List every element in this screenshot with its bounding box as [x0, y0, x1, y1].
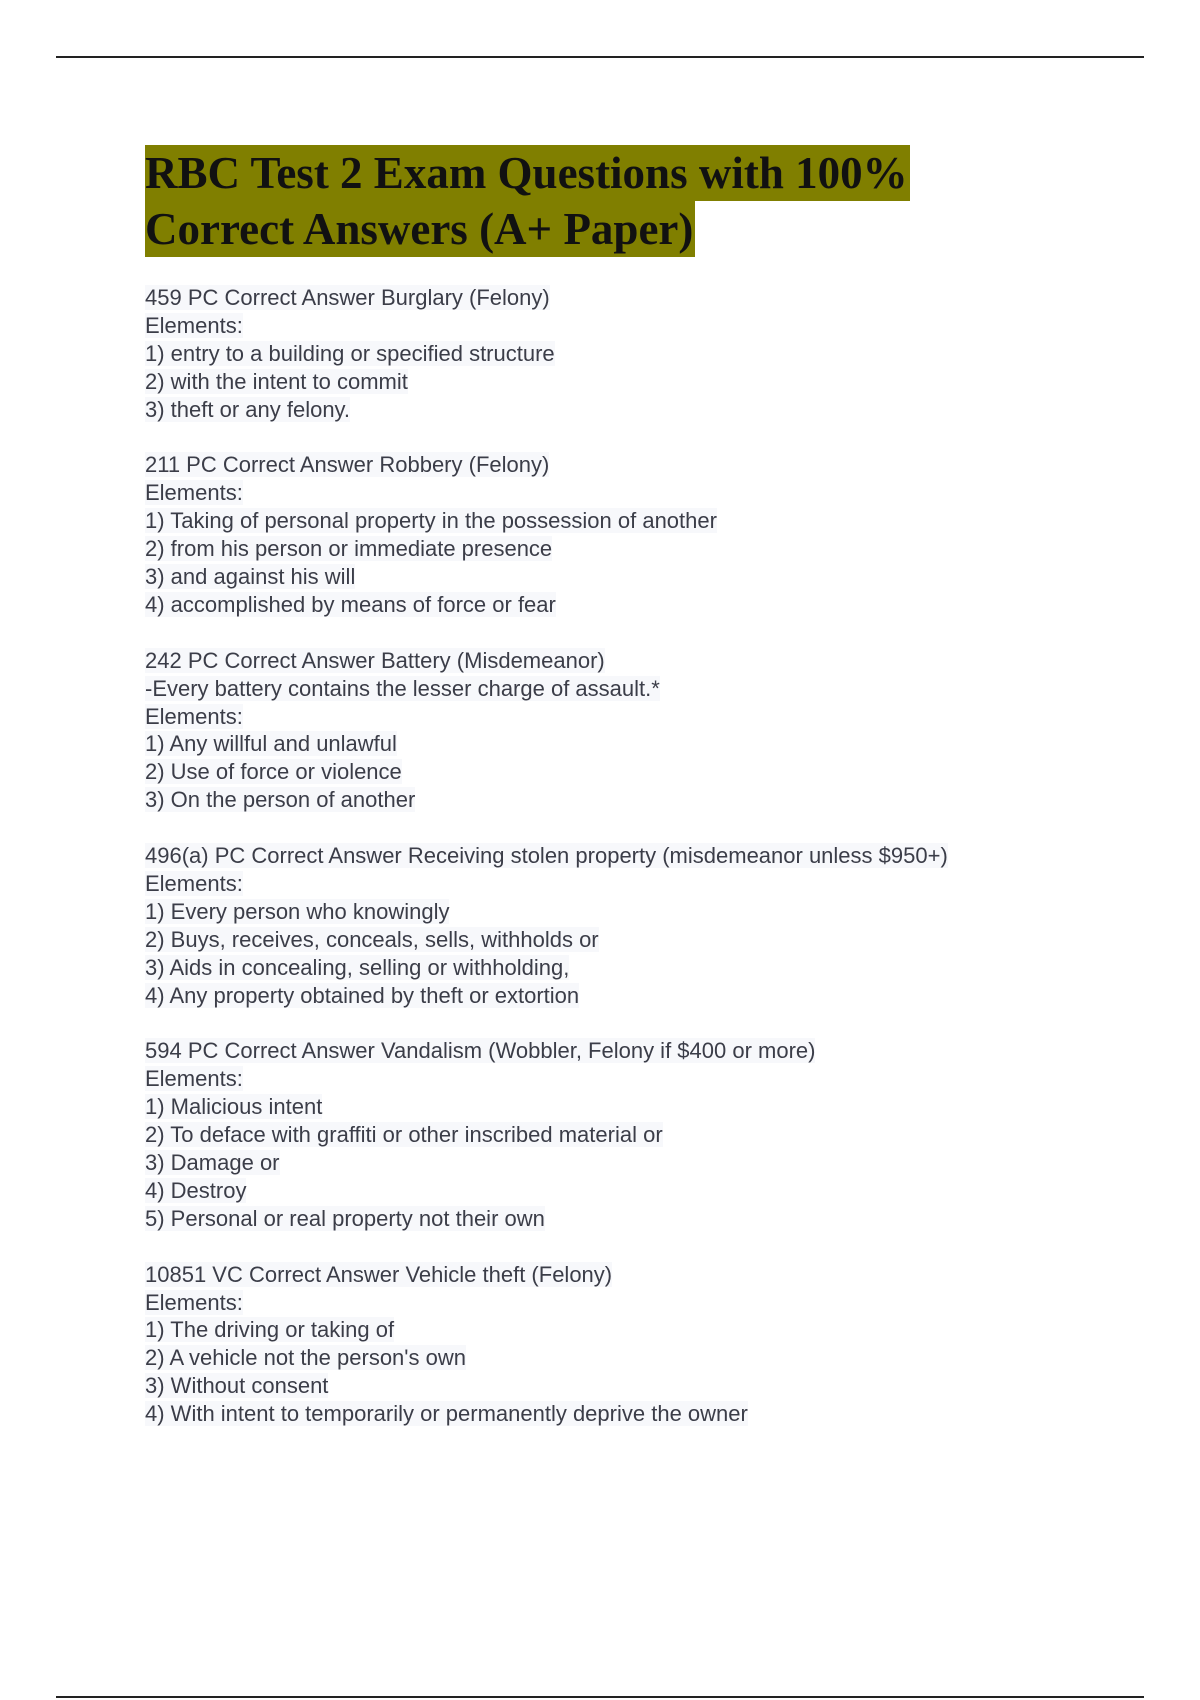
qa-line: 1) Every person who knowingly	[145, 898, 450, 924]
qa-line: 4) accomplished by means of force or fear	[145, 591, 556, 617]
qa-line: Elements:	[145, 1066, 243, 1092]
qa-line: Elements:	[145, 480, 243, 506]
qa-line: 4) With intent to temporarily or permanently deprive the owner	[145, 1401, 748, 1427]
qa-line: 5) Personal or real property not their own	[145, 1205, 545, 1231]
qa-line: 3) On the person of another	[145, 787, 416, 813]
qa-line: 3) theft or any felony.	[145, 396, 351, 422]
qa-list	[145, 284, 1105, 1456]
qa-line: 2) Buys, receives, conceals, sells, withholds or	[145, 926, 599, 952]
qa-line: 2) A vehicle not the person's own	[145, 1345, 466, 1371]
qa-line: 4) Any property obtained by theft or extortion	[145, 982, 580, 1008]
qa-line: Elements:	[145, 870, 243, 896]
qa-line: 1) entry to a building or specified structure	[145, 340, 555, 366]
qa-entry-496a	[145, 842, 1105, 1009]
bottom-rule	[56, 1696, 1144, 1698]
qa-line: 1) Taking of personal property in the possession of another	[145, 508, 717, 534]
qa-line: 3) and against his will	[145, 564, 356, 590]
qa-line: 4) Destroy	[145, 1177, 247, 1203]
qa-entry-211	[145, 451, 1105, 618]
title-line-2: Correct Answers (A+ Paper)	[145, 201, 695, 257]
qa-line: 1) The driving or taking of	[145, 1317, 395, 1343]
qa-line: Elements:	[145, 703, 243, 729]
qa-heading: 242 PC Correct Answer Battery (Misdemeanor)	[145, 647, 605, 673]
qa-entry-242	[145, 647, 1105, 814]
qa-line: 2) Use of force or violence	[145, 759, 402, 785]
qa-line: 3) Without consent	[145, 1373, 329, 1399]
qa-line: 3) Damage or	[145, 1150, 280, 1176]
qa-heading: 594 PC Correct Answer Vandalism (Wobbler, Felony if $400 or more)	[145, 1038, 816, 1064]
qa-heading: 459 PC Correct Answer Burglary (Felony)	[145, 285, 550, 310]
title-line-1: RBC Test 2 Exam Questions with 100%	[145, 145, 910, 201]
qa-line: 1) Any willful and unlawful	[145, 731, 397, 757]
qa-heading: 211 PC Correct Answer Robbery (Felony)	[145, 452, 550, 478]
qa-line: 1) Malicious intent	[145, 1094, 323, 1120]
qa-line: Elements:	[145, 312, 243, 338]
qa-line: 3) Aids in concealing, selling or withholding,	[145, 954, 570, 980]
qa-heading: 10851 VC Correct Answer Vehicle theft (Felony)	[145, 1261, 613, 1287]
qa-note: -Every battery contains the lesser charge of assault.*	[145, 675, 660, 701]
qa-line: Elements:	[145, 1289, 243, 1315]
qa-line: 2) To deface with graffiti or other inscribed material or	[145, 1122, 663, 1148]
top-rule	[56, 56, 1144, 58]
document-title	[145, 145, 1045, 257]
qa-heading: 496(a) PC Correct Answer Receiving stolen property (misdemeanor unless $950+)	[145, 843, 948, 869]
qa-entry-10851	[145, 1261, 1105, 1428]
qa-entry-459	[145, 284, 1105, 424]
qa-entry-594	[145, 1037, 1105, 1232]
qa-line: 2) with the intent to commit	[145, 368, 408, 394]
qa-line: 2) from his person or immediate presence	[145, 536, 553, 562]
